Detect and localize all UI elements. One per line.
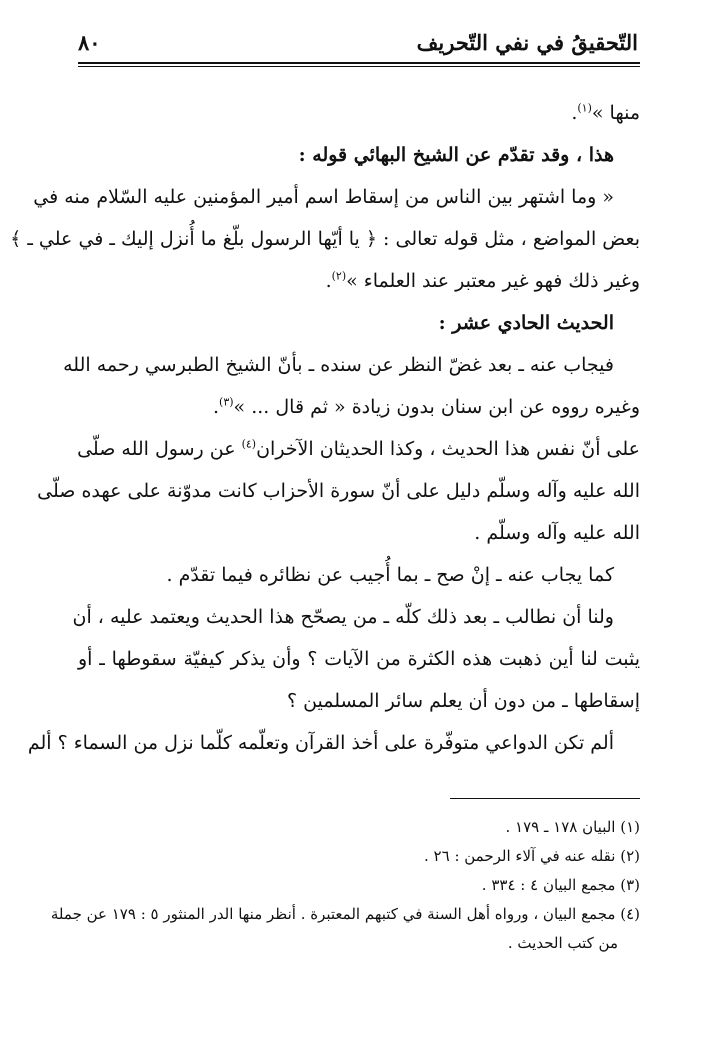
footnote-ref: (٢)	[331, 269, 347, 283]
footnote-item: (٣) مجمع البيان ٤ : ٣٣٤ .	[481, 876, 640, 894]
footnote-ref: (٣)	[219, 395, 234, 409]
text-line: الله عليه وآله وسلّم دليل على أنّ سورة الأحزاب كانت مدوّنة على عهده صلّى	[37, 480, 640, 502]
text-line: وغيره رووه عن ابن سنان بدون زيادة « ثم قال ... »$^{(٣)}$.	[212, 395, 640, 418]
footnote-separator	[450, 798, 640, 799]
text-line: منها »$^{(١)}$.	[571, 101, 640, 124]
text-line: إسقاطها ـ من دون أن يعلم سائر المسلمين ؟	[286, 690, 640, 712]
text-line: « وما اشتهر بين الناس من إسقاط اسم أمير المؤمنين عليه السّلام منه في	[33, 186, 614, 208]
footnote-continuation: من كتب الحديث .	[507, 934, 618, 952]
section-heading: الحديث الحادي عشر :	[438, 312, 614, 334]
body-text	[10, 92, 640, 764]
footnote-ref: (١)	[577, 101, 592, 115]
text-line: ألم تكن الدواعي متوفّرة على أخذ القرآن وتعلّمه كلّما نزل من السماء ؟ ألم	[27, 732, 614, 754]
text-line: الله عليه وآله وسلّم .	[474, 522, 640, 544]
footnote-ref: (٤)	[241, 437, 257, 451]
text-line: هذا ، وقد تقدّم عن الشيخ البهائي قوله :	[298, 144, 614, 166]
text-line: فيجاب عنه ـ بعد غضّ النظر عن سنده ـ بأنّ الشيخ الطبرسي رحمه الله	[63, 354, 614, 376]
text-line: ولنا أن نطالب ـ بعد ذلك كلّه ـ من يصحّح هذا الحديث ويعتمد عليه ، أن	[72, 606, 614, 628]
header-rule-thin	[78, 66, 640, 67]
footnote-item: (٤) مجمع البيان ، ورواه أهل السنة في كتبهم المعتبرة . أنظر منها الدر المنثور ٥ : ١٧٩ عن جملة	[50, 905, 640, 923]
page-number: ٨٠	[78, 30, 101, 55]
text-line: على أنّ نفس هذا الحديث ، وكذا الحديثان الآخران$^{(٤)}$ عن رسول الله صلّى	[77, 437, 640, 460]
running-header	[78, 28, 638, 62]
text-line: كما يجاب عنه ـ إنْ صح ـ بما أُجيب عن نظائره فيما تقدّم .	[166, 564, 614, 586]
footnote-item: (١) البيان ١٧٨ ـ ١٧٩ .	[505, 818, 640, 836]
footnote-item: (٢) نقله عنه في آلاء الرحمن : ٢٦ .	[424, 847, 640, 865]
running-title: التّحقيقُ في نفي التّحريف	[416, 30, 638, 55]
text-line: يثبت لنا أين ذهبت هذه الكثرة من الآيات ؟ وأن يذكر كيفيّة سقوطها ـ أو	[78, 648, 640, 670]
text-line: وغير ذلك فهو غير معتبر عند العلماء »$^{(٢)}$.	[325, 269, 640, 292]
footnotes	[50, 813, 640, 958]
text-line: بعض المواضع ، مثل قوله تعالى : ﴿ يا أيّها الرسول بلّغ ما أُنزل إليك ـ في علي ـ ﴾	[10, 228, 640, 250]
header-rule	[78, 62, 640, 64]
